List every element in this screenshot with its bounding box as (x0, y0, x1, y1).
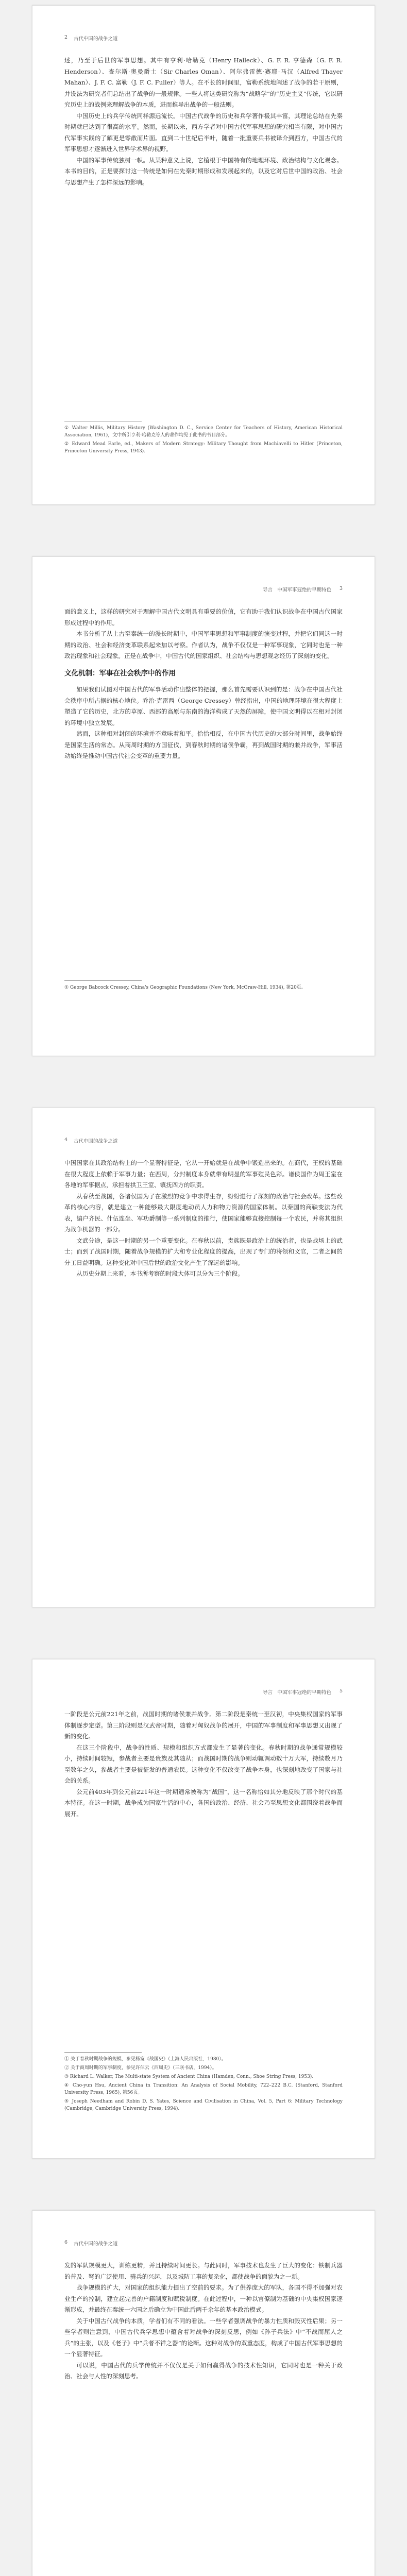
footnote: ⑤ Joseph Needham and Robin D. S. Yates, Science and Civilisation in China, Vol. 5, Part 6: Military Technology (Cambridge, Cambridge University Press, 1994). (64, 2099, 343, 2111)
running-header (64, 586, 343, 594)
footnotes (64, 980, 343, 993)
page-number: 3 (339, 586, 343, 591)
footnote: ③ Richard L. Walker, The Multi-state System of Ancient China (Hamden, Conn., Shoe String Press, 1953). (64, 2074, 314, 2079)
paragraph: 关于中国古代战争的本质，学者们有不同的看法。一些学者强调战争的暴力性质和毁灭性后果；另一些学者则注意到，中国古代兵学思想中蕴含着对战争的深刻反思，例如《孙子兵法》中“不战而屈人之兵”的主张，以及《老子》中“兵者不祥之器”的论断。这种对战争的双重态度，构成了中国古代军事思想的一个显著特征。 (64, 2317, 343, 2358)
running-header (64, 2240, 343, 2248)
page-body (64, 55, 343, 188)
paragraph: 然而，这种相对封闭的环境并不意味着和平。恰恰相反，在中国古代历史的大部分时间里，战争始终是国家生活的常态。从商周时期的方国征伐，到春秋时期的诸侯争霸，再到战国时期的兼并战争，军事活动始终是推动中国古代社会变革的重要力量。 (64, 730, 343, 759)
section-heading: 文化机制：军事在社会秩序中的作用 (64, 669, 176, 677)
page-body (64, 606, 343, 762)
page-body (64, 2260, 343, 2382)
paragraph: 本书分析了从上古至秦统一的漫长时期中，中国军事思想和军事制度的演变过程，并把它们同这一时期的政治、社会和经济变革联系起来加以考察。作者认为，战争不仅仅是一种军事现象，它同时也是一种政治现象和社会现象。正是在战争中，中国古代的国家组织、社会结构与思想观念经历了深刻的变化。 (64, 630, 343, 659)
footnote: ① Walter Millis, Military History (Washington D. C., Service Center for Teachers of History, American Historical Association, 1961)，文中所引亨利·哈勒克等人的著作均见于此书的书目部分。 (64, 426, 343, 438)
running-header (64, 35, 343, 43)
footnotes (64, 2052, 343, 2114)
footnote: ② 关于商周时期的军事制度，参见许倬云《西周史》（三联书店，1994）。 (64, 2065, 217, 2071)
document-page (32, 5, 375, 505)
paragraph: 文武分途，是这一时期的另一个重要变化。在春秋以前，贵族既是政治上的统治者，也是战场上的武士；而到了战国时期，随着战争规模的扩大和专业化程度的提高，出现了专门的将领和文官，二者之间的分工日益明确。这种变化对中国后世的政治文化产生了深远的影响。 (64, 1236, 343, 1266)
document-page (32, 1659, 375, 2159)
header-title: 导言 中国军事冠绝的早期特色 (262, 1690, 331, 1696)
paragraph: 如果我们试图对中国古代的军事活动作出整体的把握，那么首先需要认识到的是：战争在中国古代社会秩序中所占据的核心地位。乔治·克雷西（George Cressey）曾经指出，中国的地理环境在很大程度上塑造了它的历史，北方的草原、西部的高原与东南的海洋构成了天然的屏障，使中国文明得以在相对封闭的环境中独立发展。 (64, 686, 343, 726)
paragraph: 可以说，中国古代的兵学传统并不仅仅是关于如何赢得战争的技术性知识，它同时也是一种关于政治、社会与人性的深刻思考。 (64, 2361, 343, 2380)
footnote: ② Edward Mead Earle, ed., Makers of Modern Strategy: Military Thought from Machiavelli to Hitler (Princeton, Princeton University Press, 1943). (64, 442, 343, 454)
footnotes (64, 421, 343, 456)
footnote-rule (64, 980, 142, 981)
document-page (32, 2210, 375, 2576)
paragraph: 面的意义上，这样的研究对于理解中国古代文明具有重要的价值，它有助于我们认识战争在中国古代国家形成过程中的作用。 (64, 608, 343, 626)
header-title: 导言 中国军事冠绝的早期特色 (262, 587, 331, 593)
paragraph: 一阶段是公元前221年之前，战国时期的诸侯兼并战争。第二阶段是秦统一至汉初，中央集权国家的军事体制逐步定型。第三阶段则是汉武帝时期，随着对匈奴战争的展开，中国的军事制度和军事思想又出现了新的变化。 (64, 1710, 343, 1740)
paragraph: 中国历史上的兵学传统同样源远流长。中国古代战争的历史和兵学著作极其丰富，其理论总结在先秦时期就已达到了很高的水平。然而，长期以来，西方学者对中国古代军事思想的研究相当有限，对中国古代军事实践的了解更是零散而片面。直到二十世纪后半叶，随着一批重要兵书被译介到西方，中国古代的军事思想才逐渐进入世界学术界的视野。 (64, 112, 343, 152)
page-number: 6 (64, 2240, 68, 2245)
footnote: ① George Babcock Cressey, China's Geographic Foundations (New York, McGraw-Hill, 1934), 第20页。 (64, 985, 306, 990)
page-body (64, 1709, 343, 1820)
footnote-rule (64, 2052, 142, 2053)
paragraph: 从春秋至战国，各诸侯国为了在激烈的竞争中求得生存，纷纷进行了深刻的政治与社会改革。这些改革的核心内容，就是建立一种能够最大限度地动员人力和物力资源的国家体制。以秦国的商鞅变法为代表，编户齐民、什伍连坐、军功爵制等一系列制度的推行，使国家能够直接控制每一个农民，并将其组织为战争机器的一部分。 (64, 1192, 343, 1233)
paragraph: 述，乃至于后世的军事思想。其中有亨利·哈勒克（Henry Halleck）、G. F. R. 亨德森（G. F. R. Henderson）、查尔斯·奥曼爵士（Sir Charles Oman）、阿尔弗雷德·赛耶·马汉（Alfred Thayer Mahan）、J. F. C. 富勒（J. F. C. Fuller）等人。在不长的时间里，富勒系统地阐述了战争的若干原则，并设法为研究者们总结出了战争的一般规律。一些人将这类研究称为“战略学”的“历史主义”传统，它以研究历史上的战例来理解战争的本质，进而推导出战争的一般法则。 (64, 57, 343, 108)
paragraph: 公元前403年到公元前221年这一时期通常被称为“战国”，这一名称恰如其分地反映了那个时代的基本特征。在这一时期，战争成为国家生活的中心，各国的政治、经济、社会乃至思想文化都围绕着战争而展开。 (64, 1788, 343, 1818)
paragraph: 中国国家在其政治结构上的一个显著特征是，它从一开始就是在战争中锻造出来的。在商代，王权的基础在很大程度上依赖于军事力量；在西周，分封制度本身就带有明显的军事殖民色彩。诸侯国作为周王室在各地的军事据点，承担着拱卫王室、镇抚四方的职责。 (64, 1159, 343, 1189)
header-title: 古代中国的战争之道 (74, 36, 118, 42)
page-number: 2 (64, 35, 68, 40)
paragraph: 在这三个阶段中，战争的性质、规模和组织方式都发生了显著的变化。春秋时期的战争通常规模较小，持续时间较短，参战者主要是贵族及其随从；而战国时期的战争则动辄调动数十万大军，持续数月乃至数年之久，参战者主要是被征发的普通农民。这种变化不仅改变了战争本身，也深刻地改变了国家与社会的关系。 (64, 1743, 343, 1784)
page-number: 5 (339, 1688, 343, 1694)
document-page (32, 1108, 375, 1607)
page-body (64, 1158, 343, 1280)
footnote: ④ Cho-yun Hsu, Ancient China in Transition: An Analysis of Social Mobility, 722–222 B.C. (Stanford, Stanford University Press, 1965), 第56页。 (64, 2083, 343, 2095)
footnote: ① 关于春秋时期战争的规模，参见杨宽《战国史》（上海人民出版社，1980）。 (64, 2057, 226, 2062)
header-title: 古代中国的战争之道 (74, 2241, 118, 2247)
running-header (64, 1688, 343, 1697)
header-title: 古代中国的战争之道 (74, 1139, 118, 1144)
document-page (32, 556, 375, 1056)
paragraph: 发的军队规模更大，训练更精，并且持续时间更长。与此同时，军事技术也发生了巨大的变化：铁制兵器的普及、弩的广泛使用、骑兵的兴起，以及城防工事的复杂化，都使战争的面貌为之一新。 (64, 2262, 343, 2280)
running-header (64, 1137, 343, 1145)
page-number: 4 (64, 1137, 68, 1143)
paragraph: 中国的军事传统独树一帜。从某种意义上说，它植根于中国特有的地理环境、政治结构与文化观念。本书的目的，正是要探讨这一传统是如何在先秦时期形成和发展起来的，以及它对后世中国的政治、社会与思想产生了怎样深远的影响。 (64, 156, 343, 186)
paragraph: 从历史分期上来看，本书所考察的时段大体可以分为三个阶段。 (76, 1270, 244, 1277)
paragraph: 战争规模的扩大，对国家的组织能力提出了空前的要求。为了供养庞大的军队，各国不得不加强对农业生产的控制，建立起完善的户籍制度和赋税制度。在此过程中，一种以官僚制为基础的中央集权国家逐渐形成，并最终在秦统一六国之后确立为中国此后两千余年的基本政治模式。 (64, 2284, 343, 2313)
